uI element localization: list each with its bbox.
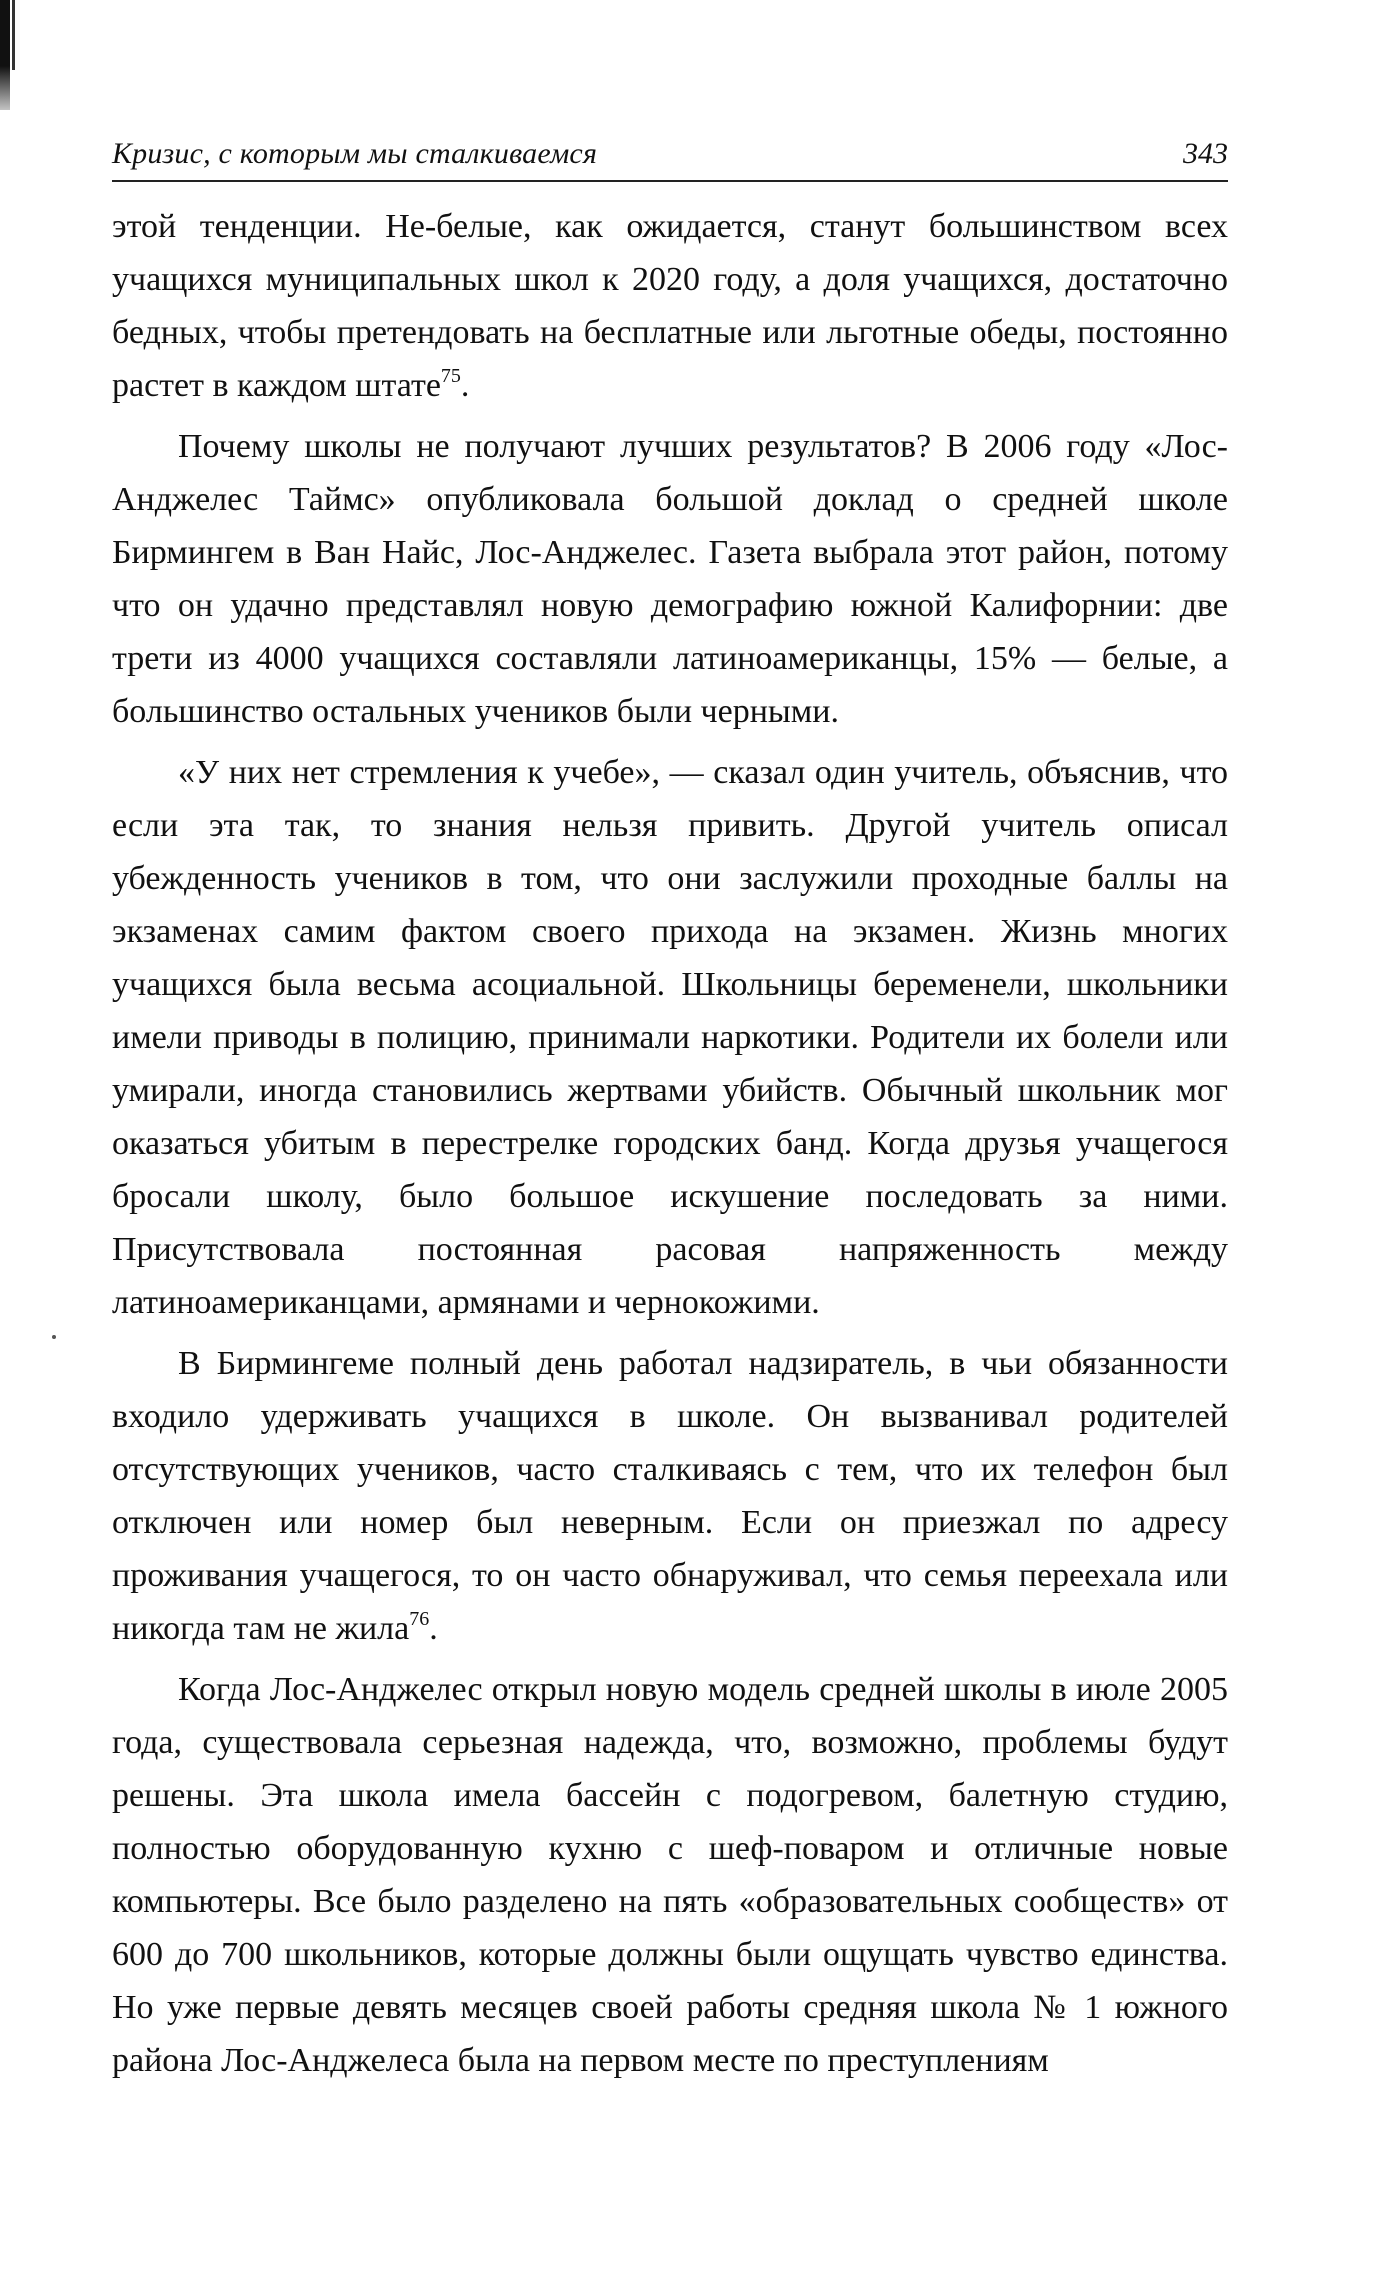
scan-edge-mark xyxy=(0,0,10,110)
page-number: 343 xyxy=(1183,137,1228,170)
paragraph-5 xyxy=(112,1663,1228,2087)
paragraph-1 xyxy=(112,200,1228,412)
body-text xyxy=(112,200,1228,2095)
footnote-ref: 76 xyxy=(409,1608,430,1630)
paragraph-text: этой тенденции. Не-белые, как ожидается, станут большинством всех учащихся муниципальных школ к 2020 году, а доля учащихся, достаточно бедных, чтобы претендовать на бесплатные или льготные обеды, постоянно растет в каждом штате xyxy=(112,208,1228,404)
paragraph-2 xyxy=(112,420,1228,738)
paragraph-3 xyxy=(112,746,1228,1329)
header-rule xyxy=(112,180,1228,182)
paragraph-text: «У них нет стремления к учебе», — сказал один учитель, объяснив, что если эта так, то знания нельзя привить. Другой учитель описал убежденность учеников в том, что они заслужили проходные баллы на экзаменах самим фактом своего прихода на экзамен. Жизнь многих учащихся была весьма асоциальной. Школьницы беременели, школьники имели приводы в полицию, принимали наркотики. Родители их болели или умирали, иногда становились жертвами убийств. Обычный школьник мог оказаться убитым в перестрелке городских банд. Когда друзья учащегося бросали школу, было большое искушение последовать за ними. Присутствовала постоянная расовая напряженность между латиноамериканцами, армянами и чернокожими. xyxy=(112,754,1228,1321)
paragraph-4 xyxy=(112,1337,1228,1655)
paragraph-tail: . xyxy=(429,1610,438,1647)
margin-speck xyxy=(52,1335,56,1339)
paragraph-text: Когда Лос-Анджелес открыл новую модель средней школы в июле 2005 года, существовала серьезная надежда, что, возможно, проблемы будут решены. Эта школа имела бассейн с подогревом, балетную студию, полностью оборудованную кухню с шеф-поваром и отличные новые компьютеры. Все было разделено на пять «образовательных сообществ» от 600 до 700 школьников, которые должны были ощущать чувство единства. Но уже первые девять месяцев своей работы средняя школа № 1 южного района Лос-Анджелеса была на первом месте по преступлениям xyxy=(112,1671,1228,2079)
page-header xyxy=(112,136,1228,180)
paragraph-text: В Бирмингеме полный день работал надзиратель, в чьи обязанности входило удерживать учащихся в школе. Он вызванивал родителей отсутствующих учеников, часто сталкиваясь с тем, что их телефон был отключен или номер был неверным. Если он приезжал по адресу проживания учащегося, то он часто обнаруживал, что семья переехала или никогда там не жила xyxy=(112,1345,1228,1647)
paragraph-text: Почему школы не получают лучших результатов? В 2006 году «Лос-Анджелес Таймс» опубликовала большой доклад о средней школе Бирмингем в Ван Найс, Лос-Анджелес. Газета выбрала этот район, потому что он удачно представлял новую демографию южной Калифорнии: две трети из 4000 учащихся составляли латиноамериканцы, 15% — белые, а большинство остальных учеников были черными. xyxy=(112,428,1228,730)
footnote-ref: 75 xyxy=(440,365,461,387)
scan-edge-mark-thin xyxy=(12,0,15,70)
paragraph-tail: . xyxy=(460,367,470,404)
running-title: Кризис, с которым мы сталкиваемся xyxy=(112,137,598,170)
